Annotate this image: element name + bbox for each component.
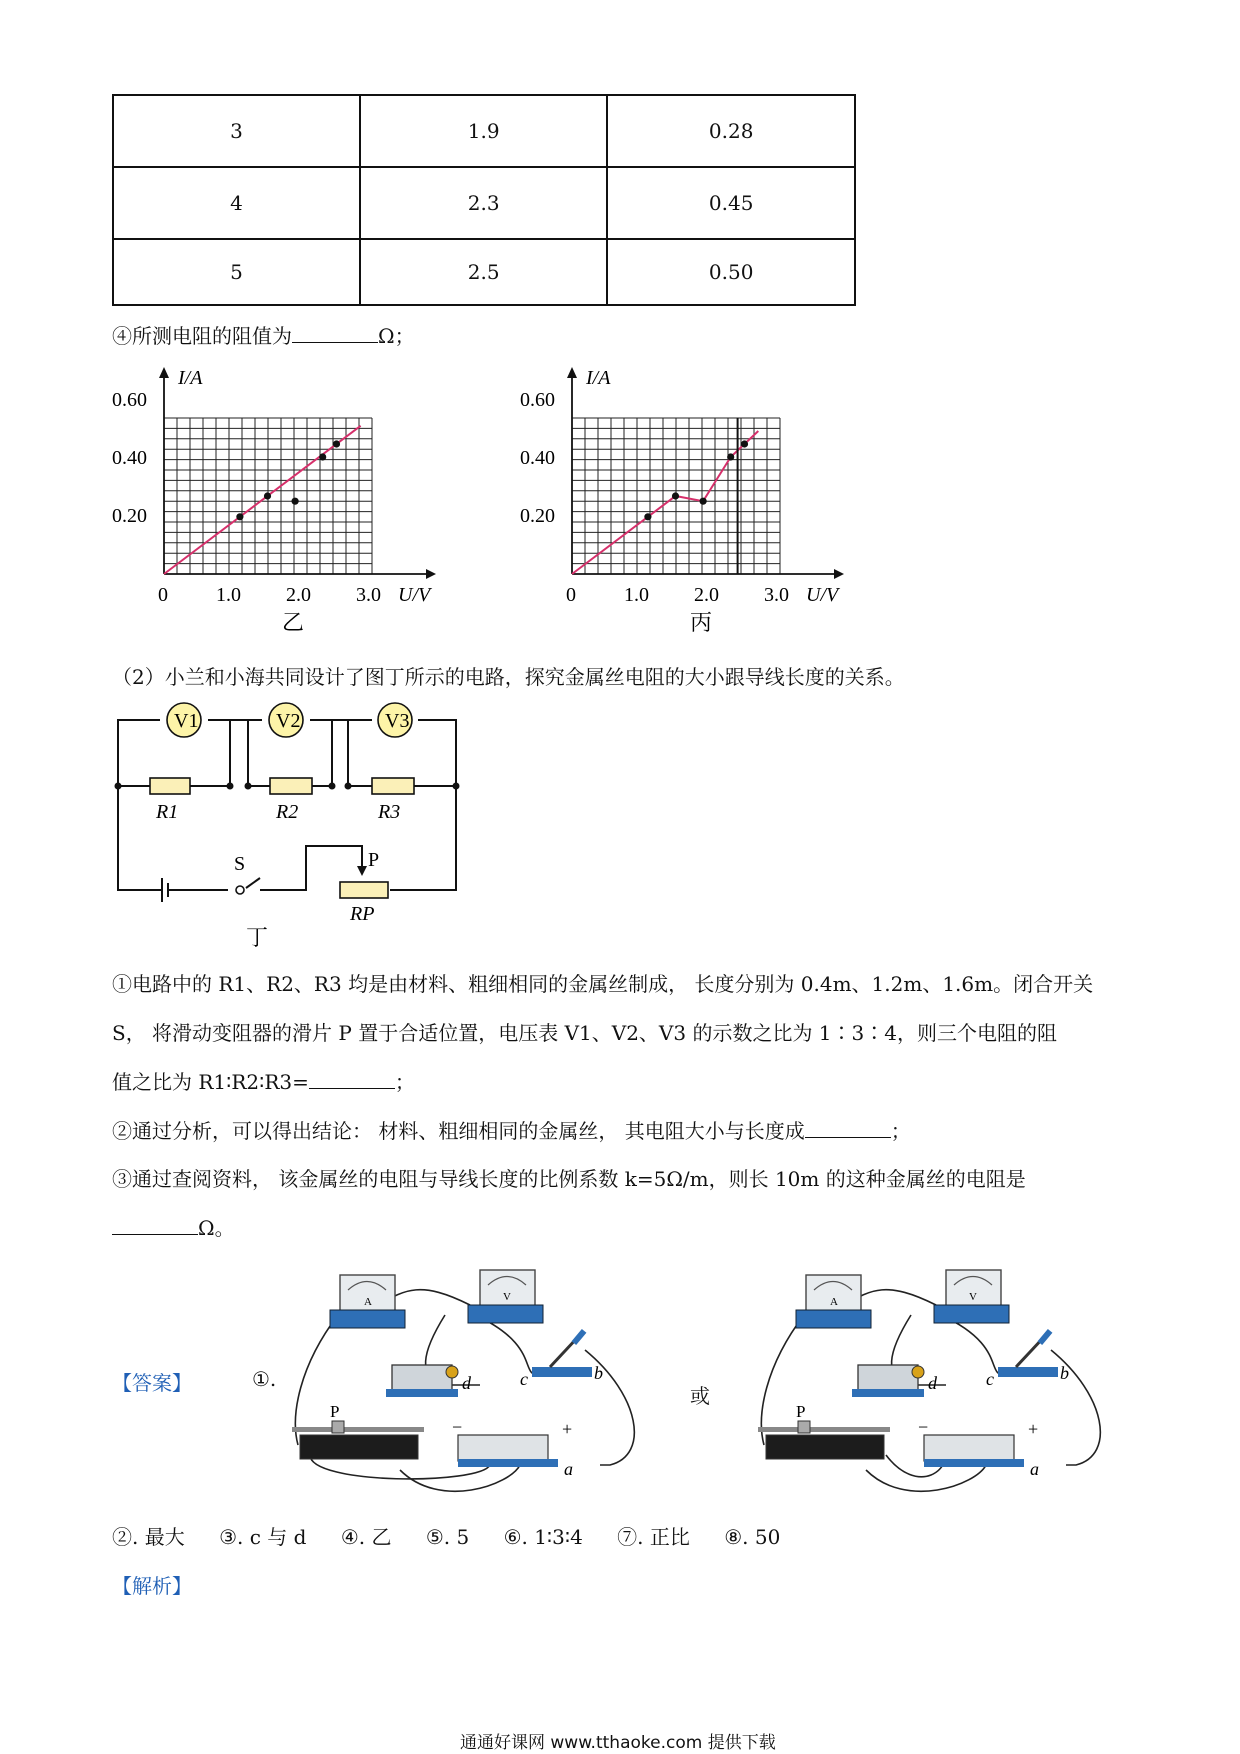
voltmeter-label: V — [503, 1291, 511, 1303]
apparatus-diagram-2 — [746, 1255, 1146, 1495]
switch-handle — [1038, 1329, 1053, 1345]
y-axis-arrow — [159, 367, 169, 378]
answer-blank — [292, 324, 378, 343]
table-cell: 3 — [113, 95, 360, 167]
data-point — [333, 440, 340, 447]
data-point — [741, 440, 748, 447]
x-axis-label: U/V — [806, 584, 839, 606]
rheostat-rail — [758, 1427, 890, 1432]
resistor-label: R2 — [276, 801, 299, 823]
part2-intro: （2）小兰和小海共同设计了图丁所示的电路，探究金属丝电阻的大小跟导线长度的关系。 — [112, 665, 905, 689]
terminal-label: c — [986, 1369, 994, 1389]
data-point — [644, 513, 651, 520]
plot-marks — [164, 426, 361, 574]
battery-base — [924, 1459, 1024, 1467]
graph-caption: 乙 — [282, 610, 305, 634]
x-axis-arrow — [426, 569, 436, 579]
answer-number: ①. — [252, 1367, 277, 1391]
battery-minus-label: − — [452, 1417, 463, 1437]
answer-item: ⑦. 正比 — [617, 1525, 690, 1549]
x-tick-label: 3.0 — [356, 584, 381, 606]
test-resistor — [858, 1365, 918, 1391]
question-1-line3 — [112, 1066, 415, 1095]
resistor-cap — [446, 1366, 458, 1378]
plot-marks — [572, 418, 758, 574]
y-axis-label: I/A — [178, 367, 203, 389]
rheostat-slider — [798, 1421, 810, 1433]
circuit-diagram — [100, 700, 460, 950]
ammeter-base — [330, 1310, 405, 1328]
answer-tag: 【答案】 — [112, 1371, 192, 1395]
y-tick-label: 0.40 — [520, 447, 555, 469]
answer-item: ③. c 与 d — [219, 1525, 307, 1549]
y-axis-label: I/A — [586, 367, 611, 389]
data-point — [292, 498, 299, 505]
slider-label: P — [330, 1402, 340, 1421]
slider-label: P — [796, 1402, 806, 1421]
table-row — [113, 95, 855, 167]
apparatus-diagram-1 — [280, 1255, 680, 1495]
answer-or: 或 — [690, 1384, 710, 1408]
question-3-line2 — [112, 1212, 235, 1241]
ammeter-base — [796, 1310, 871, 1328]
switch-contact — [236, 886, 244, 894]
battery-minus-label: − — [918, 1417, 929, 1437]
answer-item: ⑤. 5 — [425, 1525, 470, 1549]
graph-bing — [516, 364, 856, 634]
data-point — [264, 492, 271, 499]
y-tick-label: 0.60 — [112, 389, 147, 411]
series-line — [572, 431, 758, 574]
answer-item: ②. 最大 — [112, 1525, 185, 1549]
y-axis-arrow — [567, 367, 577, 378]
table-cell: 0.45 — [607, 167, 855, 239]
voltmeter-base — [934, 1305, 1009, 1323]
data-table — [112, 94, 856, 306]
unit-text: Ω； — [378, 324, 415, 348]
table-cell: 0.50 — [607, 239, 855, 305]
question-3-line1: ③通过查阅资料， 该金属丝的电阻与导线长度的比例系数 k=5Ω/m，则长 10m 的这种金属丝的电阻是 — [112, 1167, 1026, 1191]
answer-item: ⑥. 1∶3∶4 — [503, 1525, 583, 1549]
question-4 — [112, 320, 415, 349]
table-cell: 5 — [113, 239, 360, 305]
terminal-label: a — [564, 1459, 573, 1479]
ammeter-label: A — [364, 1296, 372, 1308]
data-point — [700, 498, 707, 505]
data-point — [319, 453, 326, 460]
voltmeter-label: V — [969, 1291, 977, 1303]
answer-blank — [112, 1216, 198, 1235]
resistor-label: R1 — [156, 801, 179, 823]
x-tick-label: 2.0 — [694, 584, 719, 606]
slider-arrow — [357, 866, 367, 876]
data-point — [727, 453, 734, 460]
question-text: 值之比为 R1∶R2∶R3= — [112, 1070, 309, 1094]
resistor-r2 — [270, 778, 312, 794]
voltmeter-base — [468, 1305, 543, 1323]
answer-item: ④. 乙 — [340, 1525, 392, 1549]
battery-base — [458, 1459, 558, 1467]
table-cell: 4 — [113, 167, 360, 239]
answers-list — [112, 1521, 808, 1550]
table-cell: 1.9 — [360, 95, 607, 167]
table-cell: 0.28 — [607, 95, 855, 167]
resistor-r3 — [372, 778, 414, 794]
resistor-cap — [912, 1366, 924, 1378]
x-axis-label: U/V — [398, 584, 431, 606]
table-row — [113, 167, 855, 239]
answer-blank — [309, 1070, 395, 1089]
switch-base — [532, 1367, 592, 1377]
rheostat-label: RP — [350, 903, 375, 925]
question-1-line2: S， 将滑动变阻器的滑片 P 置于合适位置，电压表 V1、V2、V3 的示数之比为 1∶3∶4，则三个电阻的阻 — [112, 1021, 1057, 1045]
battery-box — [924, 1435, 1014, 1461]
terminal-label: b — [1060, 1363, 1069, 1383]
y-tick-label: 0.40 — [112, 447, 147, 469]
resistor-base — [852, 1389, 924, 1397]
rheostat-rail — [292, 1427, 424, 1432]
switch-label: S — [234, 853, 246, 875]
meter-label: V1 — [174, 710, 199, 732]
circuit-caption: 丁 — [246, 925, 269, 950]
graph-yi — [108, 364, 448, 634]
resistor-base — [386, 1389, 458, 1397]
x-tick-label: 0 — [158, 584, 168, 606]
ammeter-label: A — [830, 1296, 838, 1308]
answer-item: ⑧. 50 — [724, 1525, 781, 1549]
battery-plus-label: + — [562, 1419, 573, 1439]
resistor-label: R3 — [378, 801, 401, 823]
x-tick-label: 0 — [566, 584, 576, 606]
terminal-label: d — [928, 1373, 937, 1393]
y-tick-label: 0.60 — [520, 389, 555, 411]
x-tick-label: 1.0 — [624, 584, 649, 606]
switch-base — [998, 1367, 1058, 1377]
data-point — [672, 492, 679, 499]
answer-blank — [805, 1119, 891, 1138]
terminal-label: d — [462, 1373, 471, 1393]
table-row — [113, 239, 855, 305]
x-tick-label: 3.0 — [764, 584, 789, 606]
rheostat — [340, 882, 388, 898]
rheostat-coil — [766, 1435, 884, 1459]
terminal-label: b — [594, 1363, 603, 1383]
test-resistor — [392, 1365, 452, 1391]
y-tick-label: 0.20 — [520, 505, 555, 527]
battery-box — [458, 1435, 548, 1461]
switch-handle — [572, 1329, 587, 1345]
analysis-tag: 【解析】 — [112, 1574, 192, 1598]
meter-label: V2 — [276, 710, 301, 732]
table-cell: 2.3 — [360, 167, 607, 239]
meter-label: V3 — [385, 710, 410, 732]
unit-text: Ω。 — [198, 1216, 235, 1240]
x-tick-label: 1.0 — [216, 584, 241, 606]
graph-caption: 丙 — [690, 610, 713, 634]
terminal-label: a — [1030, 1459, 1039, 1479]
terminal-label: c — [520, 1369, 528, 1389]
table-cell: 2.5 — [360, 239, 607, 305]
question-text: ②通过分析，可以得出结论： 材料、粗细相同的金属丝， 其电阻大小与长度成 — [112, 1119, 805, 1143]
question-2 — [112, 1115, 911, 1144]
question-1-line1: ①电路中的 R1、R2、R3 均是由材料、粗细相同的金属丝制成， 长度分别为 0.4m、1.2m、1.6m。闭合开关 — [112, 972, 1094, 996]
x-tick-label: 2.0 — [286, 584, 311, 606]
battery-plus-label: + — [1028, 1419, 1039, 1439]
fit-line — [164, 426, 361, 574]
page-footer: 通通好课网 www.tthaoke.com 提供下载 — [460, 1733, 776, 1753]
slider-label: P — [368, 849, 380, 871]
question-text: ④所测电阻的阻值为 — [112, 324, 292, 348]
data-point — [236, 513, 243, 520]
punctuation: ； — [890, 1119, 911, 1143]
rheostat-slider — [332, 1421, 344, 1433]
x-axis-arrow — [834, 569, 844, 579]
rheostat-coil — [300, 1435, 418, 1459]
y-tick-label: 0.20 — [112, 505, 147, 527]
resistor-r1 — [150, 778, 190, 794]
punctuation: ； — [394, 1070, 415, 1094]
